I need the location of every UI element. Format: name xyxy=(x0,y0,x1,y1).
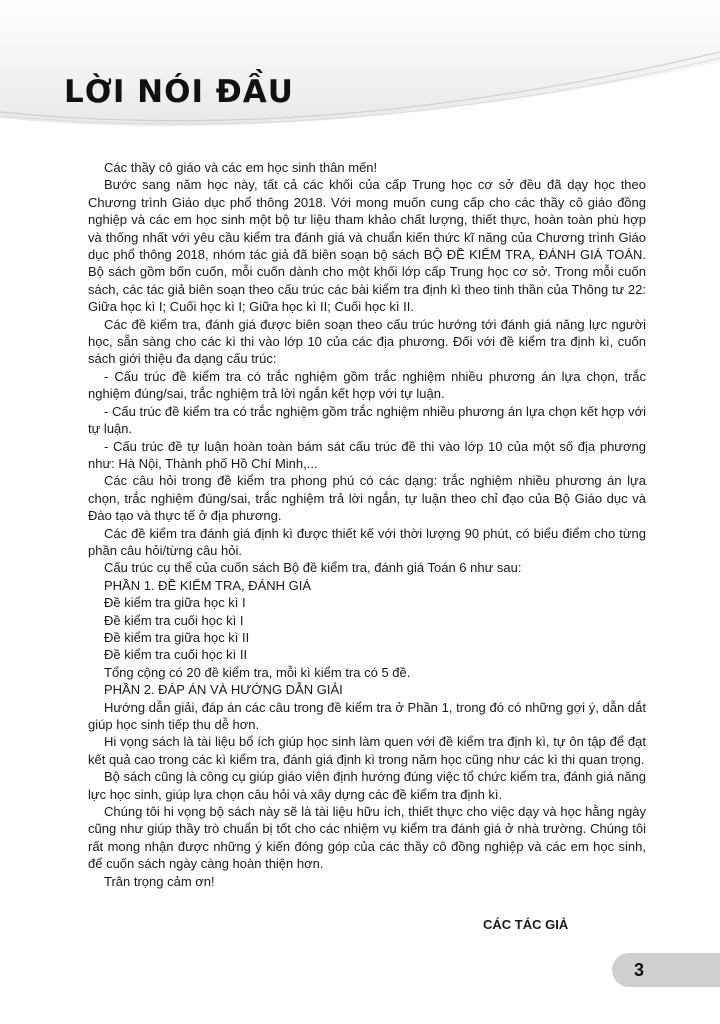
preface-body xyxy=(88,159,646,890)
paragraph-greeting: Các thầy cô giáo và các em học sinh thân mến! xyxy=(104,160,378,175)
list-item-structure-1: - Cấu trúc đề kiểm tra có trắc nghiệm gồm trắc nghiệm nhiều phương án lựa chọn, trắc nghiệm đúng/sai, trắc nghiệm trả lời ngắn kết hợp với tự luận. xyxy=(88,368,646,402)
paragraph-hope-students: Hi vọng sách là tài liệu bổ ích giúp học sinh làm quen với đề kiểm tra định kì, tự ôn tập để đạt kết quả cao trong các kì kiểm tra, đánh giá định kì trong năm học cũng như các kì thi quan trọng. xyxy=(88,734,646,767)
list-item-midterm-1: Đề kiểm tra giữa học kì I xyxy=(104,595,246,611)
paragraph-closing: Chúng tôi hi vọng bộ sách này sẽ là tài liệu hữu ích, thiết thực cho việc dạy và học hằng ngày cũng như giúp thầy trò chuẩn bị tốt cho các nhiệm vụ kiểm tra đánh giá ở nhà trường. Chúng tôi rất mong nhận được những ý kiến đóng góp của các thầy cô đồng nghiệp và các em học sinh, để cuốn sách ngày càng hoàn thiện hơn. xyxy=(88,804,646,872)
list-item-structure-3: - Cấu trúc đề tự luận hoàn toàn bám sát cấu trúc đề thi vào lớp 10 của một số địa phương như: Hà Nội, Thành phố Hồ Chí Minh,... xyxy=(88,438,646,471)
page-number: 3 xyxy=(633,960,644,980)
paragraph-question-types: Các câu hỏi trong đề kiểm tra phong phú có các dạng: trắc nghiệm nhiều phương án lựa chọn, trắc nghiệm đúng/sai, trắc nghiệm trả lời ngắn, tự luận theo chỉ đạo của Bộ Giáo dục và Đào tạo và thực tế ở địa phương. xyxy=(88,473,646,524)
header-swoosh-decoration xyxy=(0,0,720,140)
paragraph-duration: Các đề kiểm tra đánh giá định kì được thiết kế với thời lượng 90 phút, có biểu điểm cho từng phần câu hỏi/từng câu hỏi. xyxy=(88,525,646,558)
list-item-final-2: Đề kiểm tra cuối học kì II xyxy=(104,647,248,663)
paragraph-teachers-tool: Bộ sách cũng là công cụ giúp giáo viên định hướng đúng việc tổ chức kiểm tra, đánh giá năng lực học sinh, giúp lựa chọn câu hỏi và xây dựng các đề kiểm tra định kì. xyxy=(88,769,646,802)
page-number-tab xyxy=(612,953,720,987)
list-item-midterm-2: Đề kiểm tra giữa học kì II xyxy=(104,629,250,645)
paragraph-total: Tổng cộng có 20 đề kiểm tra, mỗi kì kiểm tra có 5 đề. xyxy=(104,664,411,680)
page-title: LỜI NÓI ĐẦU xyxy=(64,74,294,110)
section-heading-part-1: PHẦN 1. ĐỀ KIỂM TRA, ĐÁNH GIÁ xyxy=(104,577,312,593)
list-item-final-1: Đề kiểm tra cuối học kì I xyxy=(104,612,244,628)
signature: CÁC TÁC GIẢ xyxy=(483,917,569,932)
paragraph-solutions: Hướng dẫn giải, đáp án các câu trong đề kiểm tra ở Phần 1, trong đó có những gợi ý, dẫn dắt giúp học sinh tiếp thu dễ hơn. xyxy=(88,699,646,732)
paragraph-structure-intro: Các đề kiểm tra, đánh giá được biên soạn theo cấu trúc hướng tới đánh giá năng lực người học, sẵn sàng cho các kì thi vào lớp 10 của các địa phương. Đối với đề kiểm tra định kì, cuốn sách giới thiệu đa dạng cấu trúc: xyxy=(88,316,646,367)
paragraph-book-structure: Cấu trúc cụ thể của cuốn sách Bộ đề kiểm tra, đánh giá Toán 6 như sau: xyxy=(104,560,522,576)
paragraph-thanks: Trân trọng cảm ơn! xyxy=(104,873,215,889)
section-heading-part-2: PHẦN 2. ĐÁP ÁN VÀ HƯỚNG DẪN GIẢI xyxy=(104,682,343,698)
list-item-structure-2: - Cấu trúc đề kiểm tra có trắc nghiệm gồm trắc nghiệm nhiều phương án lựa chọn kết hợp với tự luận. xyxy=(88,403,646,437)
paragraph-intro: Bước sang năm học này, tất cả các khối của cấp Trung học cơ sở đều đã dạy học theo Chương trình Giáo dục phổ thông 2018. Với mong muốn cung cấp cho các thầy cô giáo đồng nghiệp và các em học sinh một bộ tư liệu tham khảo chất lượng, thiết thực, hoàn toàn phù hợp và thống nhất với yêu cầu kiểm tra đánh giá và chuẩn kiến thức kĩ năng của Chương trình Giáo dục phổ thông 2018, nhóm tác giả đã biên soạn bộ sách BỘ ĐỀ KIỂM TRA, ĐÁNH GIÁ TOÁN. Bộ sách gồm bốn cuốn, mỗi cuốn dành cho một khối lớp cấp Trung học cơ sở. Trong mỗi cuốn sách, các tác giả biên soạn theo cấu trúc các bài kiểm tra định kì theo tinh thần của Thông tư 22: Giữa học kì I; Cuối học kì I; Giữa học kì II; Cuối học kì II. xyxy=(88,177,646,315)
